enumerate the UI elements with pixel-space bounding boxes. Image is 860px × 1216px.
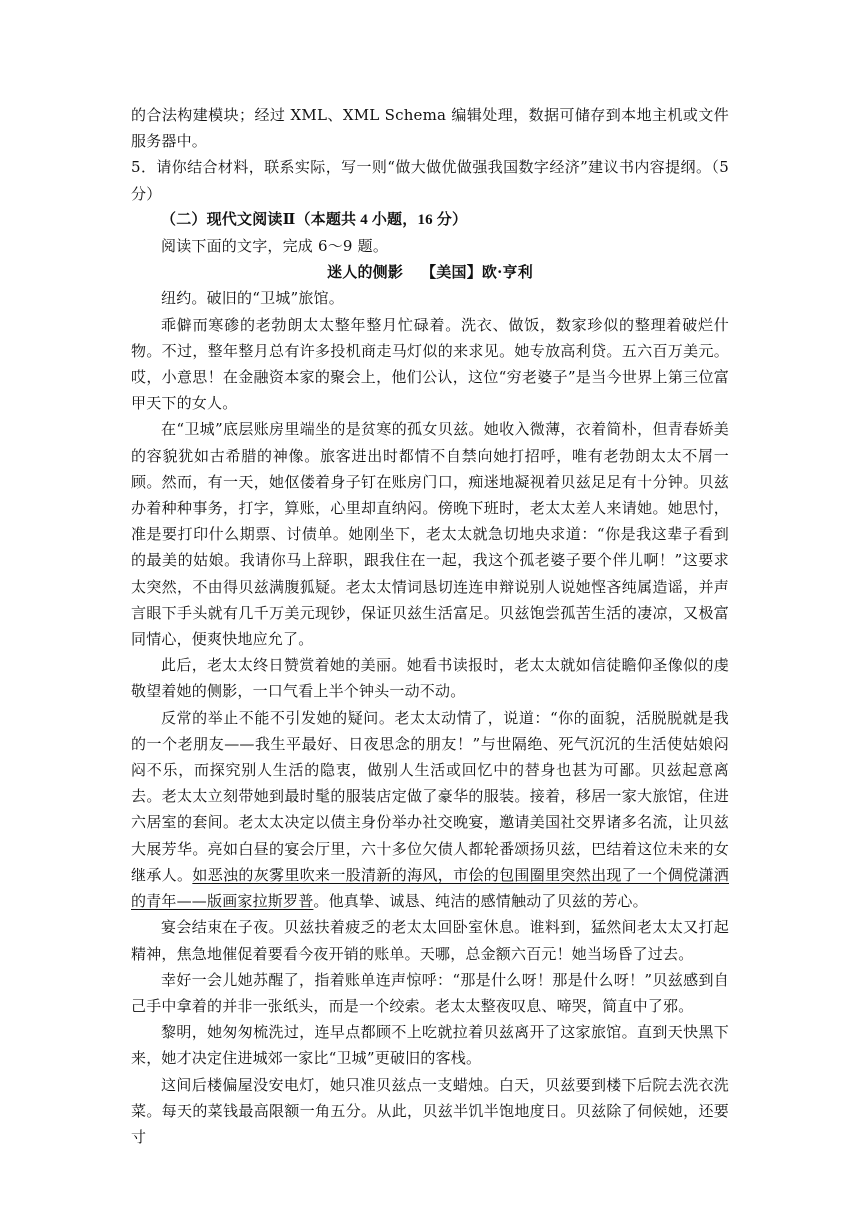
section-heading: （二）现代文阅读Ⅱ（本题共 4 小题，16 分）: [161, 211, 468, 228]
paragraph-text: 。他真挚、诚恳、纯洁的感情触动了贝兹的芳心。: [313, 892, 648, 911]
story-paragraph: 这间后楼偏屋没安电灯，她只准贝兹点一支蜡烛。白天，贝兹要到楼下后院去洗衣洗菜。每天的菜钱最高限额一角五分。从此，贝兹半饥半饱地度日。贝兹除了伺候她，还要寸: [131, 1075, 729, 1146]
previous-answer-tail: 的合法构建模块；经过 XML、XML Schema 编辑处理，数据可储存到本地主机或文件服务器中。: [131, 106, 729, 151]
story-paragraph: 乖僻而寒碜的老勃朗太太整年整月忙碌着。洗衣、做饭，数家珍似的整理着破烂什物。不过，整年整月总有许多投机商走马灯似的来求见。她专放高利贷。五六百万美元。哎，小意思！在金融资本家的聚会上，他们公认，这位“穷老婆子”是当今世界上第三位富甲天下的女人。: [131, 315, 729, 413]
story-paragraph: 幸好一会儿她苏醒了，指着账单连声惊呼：“那是什么呀！那是什么呀！”贝兹感到自己手中拿着的并非一张纸头，而是一个绞索。老太太整夜叹息、啼哭，简直中了邪。: [131, 970, 729, 1015]
story-paragraph: 此后，老太太终日赞赏着她的美丽。她看书读报时，老太太就如信徒瞻仰圣像似的虔敬望着她的侧影，一口气看上半个钟头一动不动。: [131, 656, 729, 701]
story-title: 迷人的侧影: [327, 263, 404, 282]
paragraph-text: 反常的举止不能不引发她的疑问。老太太动情了，说道：“你的面貌，活脱脱就是我的一个老朋友——我生平最好、日夜思念的朋友！”与世隔绝、死气沉沉的生活使姑娘闷闷不乐，而探究别人生活的隐衷，做别人生活或回忆中的替身也甚为可鄙。贝兹起意离去。老太太立刻带她到最时髦的服装店定做了豪华的服装。接着，移居一家大旅馆，住进六居室的套间。老太太决定以债主身份举办社交晚宴，邀请美国社交界诸多名流，让贝兹大展芳华。亮如白昼的宴会厅里，六十多位欠债人都轮番颂扬贝兹，巴结着这位未来的女继承人。: [131, 708, 729, 884]
story-paragraph: 纽约。破旧的“卫城”旅馆。: [161, 289, 344, 308]
reading-instruction: 阅读下面的文字，完成 6～9 题。: [161, 237, 389, 256]
story-paragraph: 黎明，她匆匆梳洗过，连早点都顾不上吃就拉着贝兹离开了这家旅馆。直到天快黑下来，她才决定住进城郊一家比“卫城”更破旧的客栈。: [131, 1023, 729, 1068]
story-author: 【美国】欧·亨利: [421, 263, 533, 282]
story-title-line: [131, 259, 729, 285]
story-paragraph: [131, 705, 729, 915]
page-content: [131, 102, 729, 1150]
question-5: 5．请你结合材料，联系实际，写一则“做大做优做强我国数字经济”建议书内容提纲。（5 分）: [131, 158, 729, 203]
story-paragraph: 宴会结束在子夜。贝兹扶着疲乏的老太太回卧室休息。谁料到，猛然间老太太又打起精神，焦急地催促着要看今夜开销的账单。天哪，总金额六百元！她当场昏了过去。: [131, 918, 729, 963]
story-paragraph: 在“卫城”底层账房里端坐的是贫寒的孤女贝兹。她收入微薄，衣着简朴，但青春娇美的容貌犹如古希腊的神像。旅客进出时都情不自禁向她打招呼，唯有老勃朗太太不屑一顾。然而，有一天，她伛偻着身子钉在账房门口，痴迷地凝视着贝兹足足有十分钟。贝兹办着种种事务，打字，算账，心里却直纳闷。傍晚下班时，老太太差人来请她。她思忖，准是要打印什么期票、讨债单。她刚坐下，老太太就急切地央求道：“你是我这辈子看到的最美的姑娘。我请你马上辞职，跟我住在一起，我这个孤老婆子要个伴儿啊！”这要求太突然，不由得贝兹满腹狐疑。老太太情词恳切连连申辩说别人说她悭吝纯属造谣，并声言眼下手头就有几千万美元现钞，保证贝兹生活富足。贝兹饱尝孤苦生活的凄凉，又极富同情心，便爽快地应允了。: [131, 420, 729, 649]
underlined-sentence: 如恶浊的灰雾里吹来一股清新的海风，市侩的包围圈里突然出现了一个倜傥潇洒的青年——版画家拉斯罗普: [131, 865, 729, 911]
